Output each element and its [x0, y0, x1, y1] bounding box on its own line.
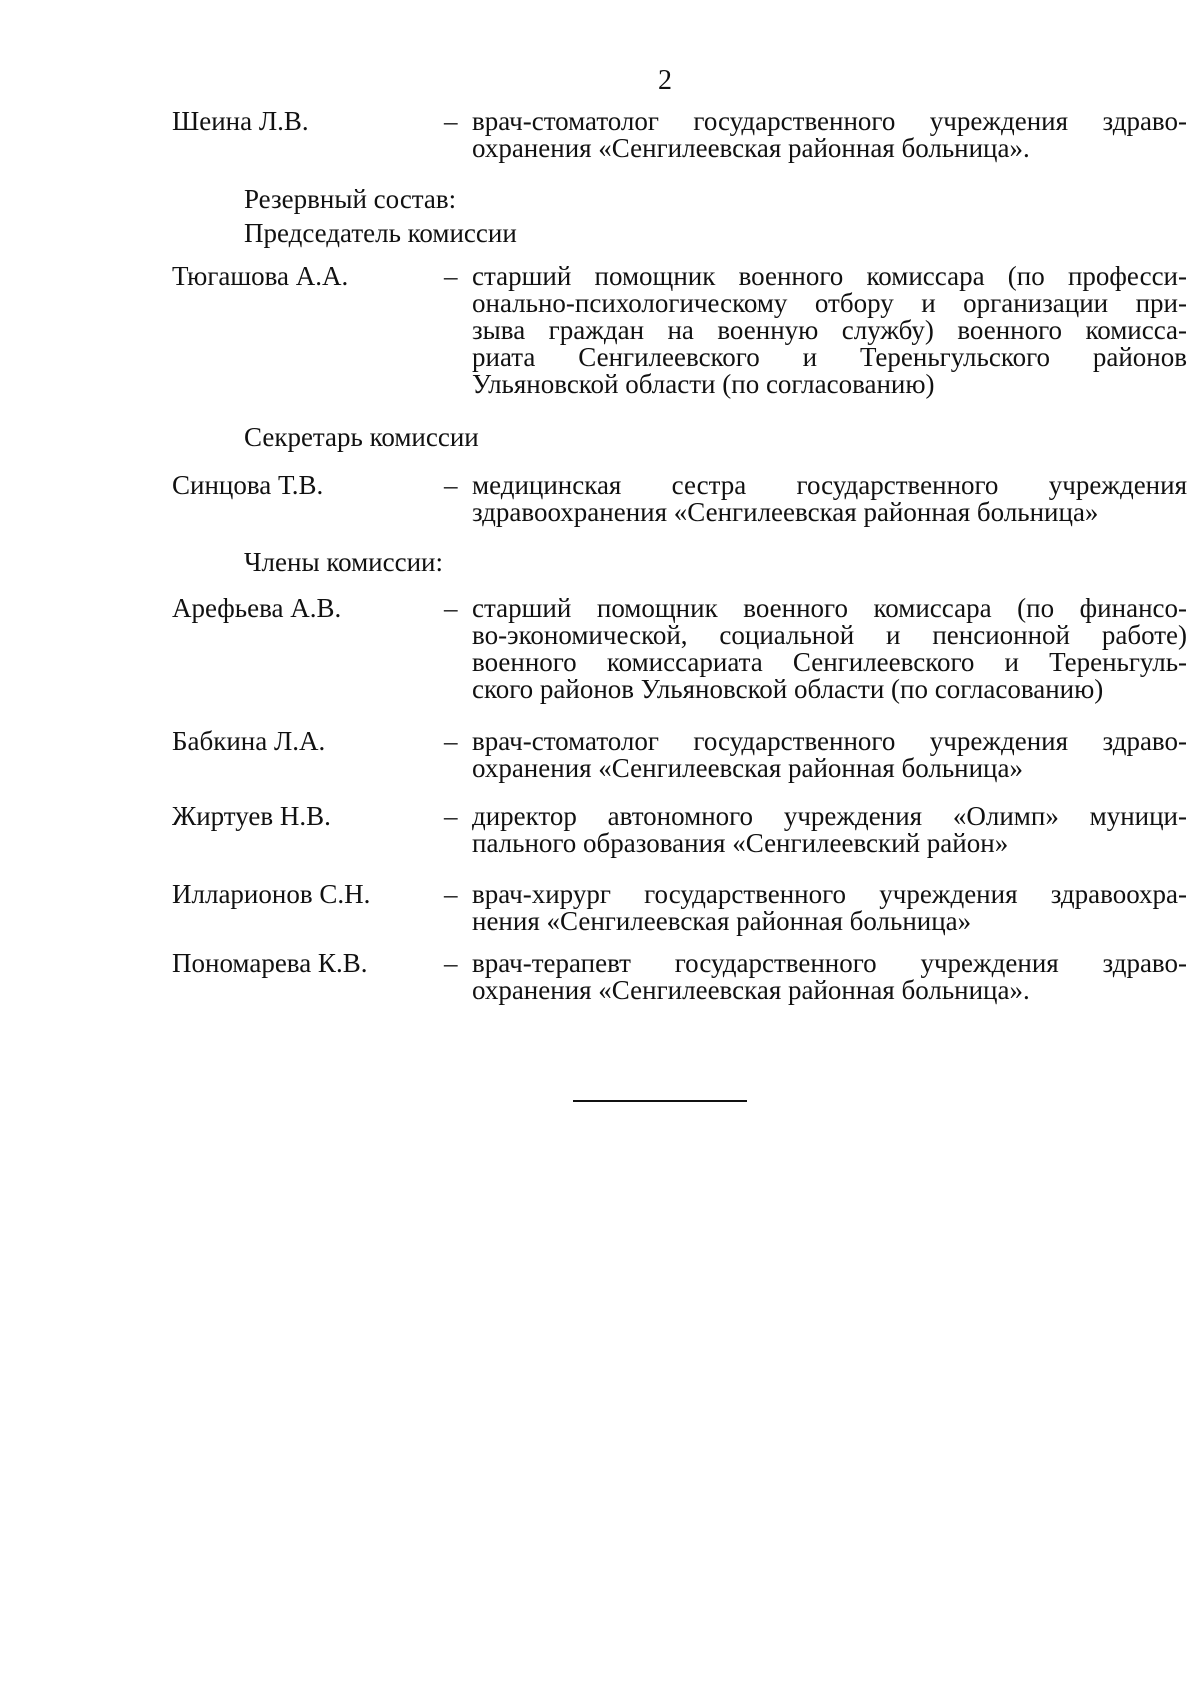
entry-dash: – [444, 593, 458, 623]
description-line: охранения «Сенгилеевская районная больница». [472, 975, 1030, 1005]
chairman-heading: Председатель комиссии [244, 218, 517, 248]
member-name: Синцова Т.В. [172, 470, 324, 500]
member-description [472, 881, 1187, 935]
description-line: здравоохранения «Сенгилеевская районная больница» [472, 497, 1099, 527]
members-heading: Члены комиссии: [244, 547, 443, 577]
description-line: ского районов Ульяновской области (по согласованию) [472, 674, 1104, 704]
description-line: врач-стоматолог государственного учреждения здраво- [472, 106, 1187, 136]
member-name: Пономарева К.В. [172, 948, 368, 978]
description-line: охранения «Сенгилеевская районная больница» [472, 753, 1023, 783]
description-line: охранения «Сенгилеевская районная больница». [472, 133, 1030, 163]
entry-dash: – [444, 261, 458, 291]
description-line: медицинская сестра государственного учреждения [472, 470, 1187, 500]
member-description [472, 803, 1187, 857]
description-line: врач-терапевт государственного учреждения здраво- [472, 948, 1187, 978]
secretary-heading: Секретарь комиссии [244, 422, 479, 452]
entry-dash: – [444, 801, 458, 831]
member-description [472, 950, 1187, 1004]
member-name: Бабкина Л.А. [172, 726, 326, 756]
description-line: во-экономической, социальной и пенсионной работе) [472, 620, 1187, 650]
member-name: Тюгашова А.А. [172, 261, 349, 291]
description-line: военного комиссариата Сенгилеевского и Тереньгуль- [472, 647, 1187, 677]
member-name: Шеина Л.В. [172, 106, 309, 136]
end-divider [573, 1100, 747, 1102]
member-description [472, 728, 1187, 782]
description-line: пального образования «Сенгилеевский район» [472, 828, 1009, 858]
entry-dash: – [444, 726, 458, 756]
member-description [472, 595, 1187, 703]
description-line: директор автономного учреждения «Олимп» муници- [472, 801, 1187, 831]
entry-dash: – [444, 106, 458, 136]
member-name: Илларионов С.Н. [172, 879, 371, 909]
description-line: нения «Сенгилеевская районная больница» [472, 906, 972, 936]
reserve-title: Резервный состав: [244, 184, 457, 214]
description-line: врач-хирург государственного учреждения здравоохра- [472, 879, 1187, 909]
description-line: старший помощник военного комиссара (по професси- [472, 261, 1187, 291]
member-description [472, 472, 1187, 526]
member-name: Жиртуев Н.В. [172, 801, 331, 831]
description-line: врач-стоматолог государственного учреждения здраво- [472, 726, 1187, 756]
member-name: Арефьева А.В. [172, 593, 342, 623]
description-line: зыва граждан на военную службу) военного комисса- [472, 315, 1187, 345]
member-description [472, 263, 1187, 398]
description-line: онально-психологическому отбору и организации при- [472, 288, 1187, 318]
entry-dash: – [444, 948, 458, 978]
entry-dash: – [444, 879, 458, 909]
description-line: Ульяновской области (по согласованию) [472, 369, 935, 399]
description-line: риата Сенгилеевского и Тереньгульского районов [472, 342, 1187, 372]
member-description [472, 108, 1187, 162]
entry-dash: – [444, 470, 458, 500]
description-line: старший помощник военного комиссара (по финансо- [472, 593, 1187, 623]
page-number: 2 [658, 65, 672, 96]
